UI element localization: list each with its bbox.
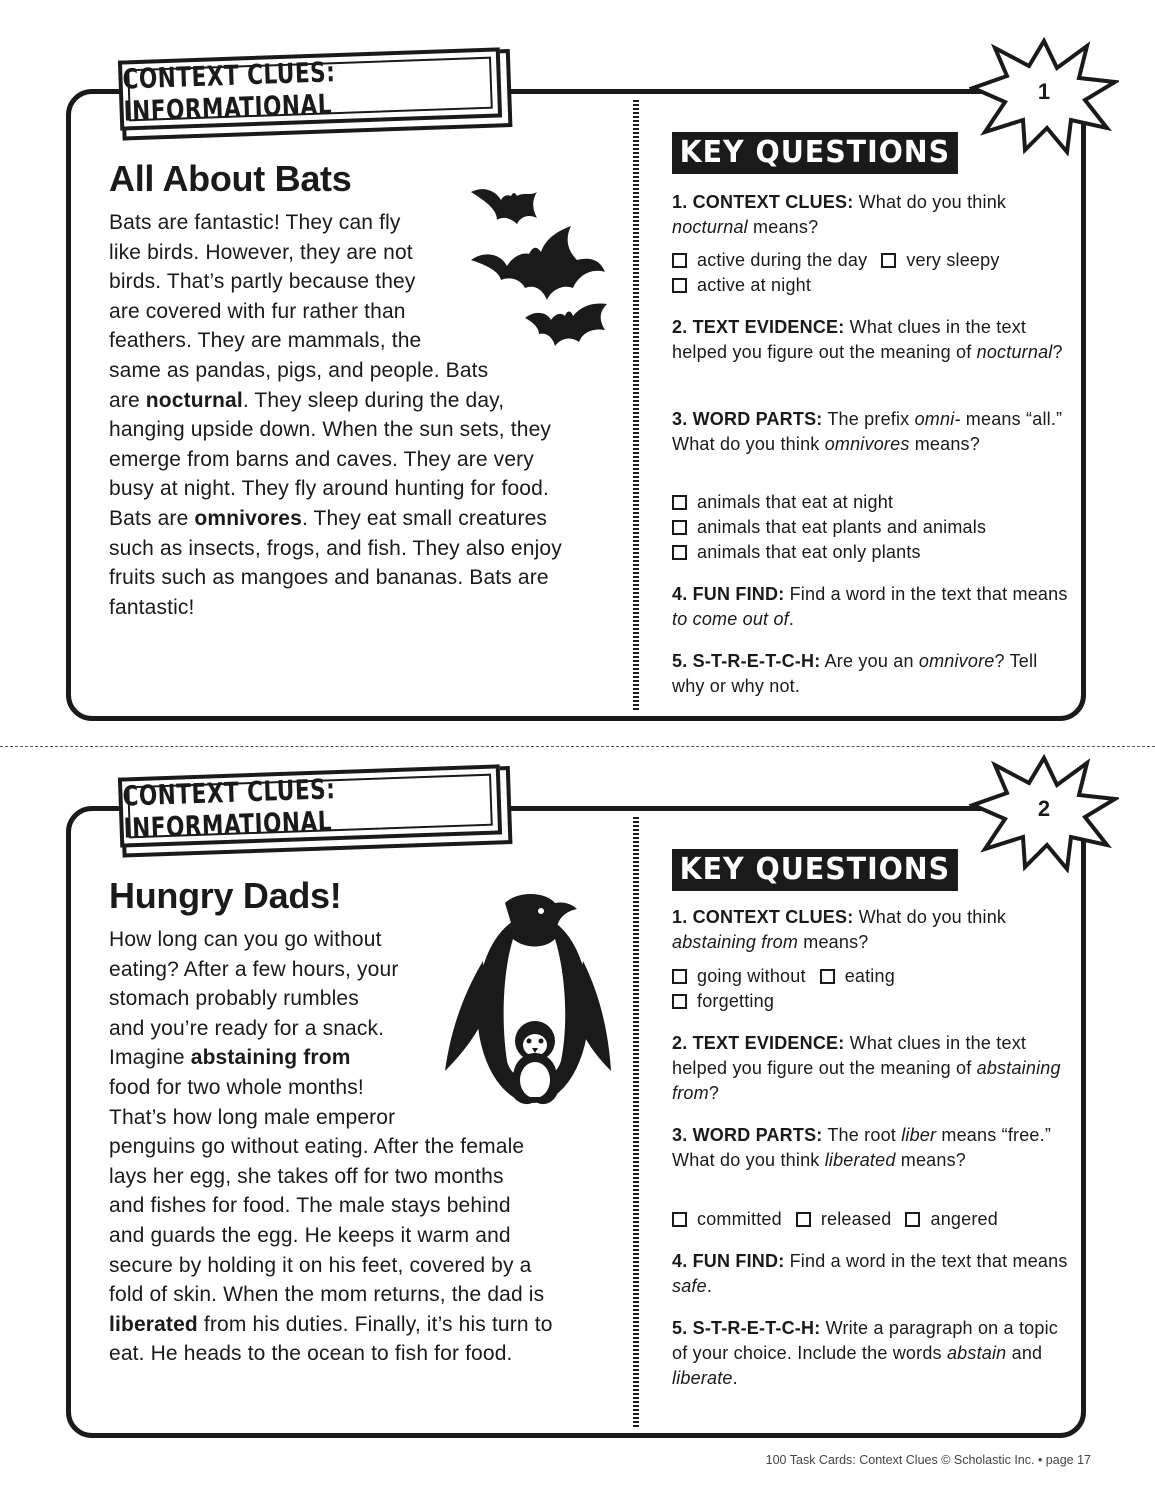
question-2: 2. TEXT EVIDENCE: What clues in the text helped you figure out the meaning of abstaining from? [672, 1033, 1061, 1103]
story-line: feathers. They are mammals, the [109, 329, 422, 353]
checkbox-icon[interactable] [672, 520, 687, 535]
story-line: secure by holding it on his feet, covered by a [109, 1253, 532, 1277]
story-line: busy at night. They fly around hunting for food. [109, 477, 549, 501]
card-header-tag [118, 47, 502, 130]
checkbox-icon[interactable] [672, 495, 687, 510]
vocab-word: abstaining from [190, 1046, 351, 1070]
story-line: Bats are fantastic! They can fly [109, 211, 401, 234]
option-checkbox[interactable]: eating [820, 964, 895, 989]
checkbox-icon[interactable] [672, 1212, 687, 1227]
card-number: 2 [1037, 796, 1051, 821]
checkbox-icon[interactable] [672, 278, 687, 293]
story-line: same as pandas, pigs, and people. Bats [109, 358, 489, 382]
story-line: emerge from barns and caves. They are very [109, 447, 534, 471]
checkbox-icon[interactable] [820, 969, 835, 984]
option-checkbox[interactable]: active at night [672, 273, 811, 298]
checkbox-icon[interactable] [796, 1212, 811, 1227]
question-1: 1. CONTEXT CLUES: What do you think abstaining from means? [672, 907, 1007, 952]
checkbox-icon[interactable] [905, 1212, 920, 1227]
story-line: eat. He heads to the ocean to fish for food. [109, 1342, 513, 1366]
story-line: How long can you go without [109, 928, 382, 951]
card-header-tag [118, 764, 502, 847]
option-checkbox[interactable]: active during the day [672, 248, 867, 273]
story-line: and fishes for food. The male stays behind [109, 1194, 511, 1218]
question-5: 5. S-T-R-E-T-C-H: Write a paragraph on a topic of your choice. Include the words abstain and liberate. [672, 1318, 1058, 1388]
task-card-1 [66, 55, 1086, 721]
question-1: 1. CONTEXT CLUES: What do you think nocturnal means? [672, 192, 1007, 237]
page-footer: 100 Task Cards: Context Clues © Scholastic Inc. • page 17 [765, 1453, 1091, 1467]
story-title: Hungry Dads! [109, 875, 342, 916]
story-line: and you’re ready for a snack. [109, 1016, 385, 1040]
q1-options-row-1 [672, 964, 895, 989]
q3-options-row [672, 1207, 998, 1232]
key-questions-heading: KEY QUESTIONS [672, 849, 958, 891]
story-line: fantastic! [109, 595, 195, 619]
story-line: are covered with fur rather than [109, 299, 406, 323]
story-line: That’s how long male emperor [109, 1105, 396, 1129]
starburst-icon [969, 753, 1119, 873]
story-line: hanging upside down. When the sun sets, they [109, 418, 552, 442]
bat-icon [467, 180, 612, 360]
dotted-divider [633, 817, 639, 1427]
story-line: birds. That’s partly because they [109, 270, 416, 294]
question-3: 3. WORD PARTS: The root liber means “free.” What do you think liberated means? [672, 1125, 1052, 1170]
penguin-icon [443, 891, 613, 1111]
story-line: stomach probably rumbles [109, 987, 359, 1011]
story-line: Imagine abstaining from [109, 1046, 351, 1070]
question-4: 4. FUN FIND: Find a word in the text that means safe. [672, 1251, 1068, 1296]
option-checkbox[interactable]: released [796, 1207, 892, 1232]
card-header-label: CONTEXT CLUES: INFORMATIONAL [121, 55, 336, 128]
checkbox-icon[interactable] [672, 545, 687, 560]
vocab-word: liberated [109, 1312, 198, 1336]
story-line: liberated from his duties. Finally, it’s his turn to [109, 1312, 553, 1336]
key-questions-heading: KEY QUESTIONS [672, 132, 958, 174]
cut-line [0, 746, 1155, 747]
story-title: All About Bats [109, 158, 352, 199]
story-line: fruits such as mangoes and bananas. Bats are [109, 566, 549, 590]
story-line: and guards the egg. He keeps it warm and [109, 1223, 511, 1247]
card-number: 1 [1037, 79, 1051, 104]
task-card-2 [66, 772, 1086, 1438]
story-line: such as insects, frogs, and fish. They also enjoy [109, 536, 562, 560]
option-checkbox[interactable]: animals that eat plants and animals [672, 515, 986, 540]
option-checkbox[interactable]: animals that eat at night [672, 490, 893, 515]
story-line: food for two whole months! [109, 1075, 364, 1099]
story-line: Bats are omnivores. They eat small creatures [109, 506, 548, 530]
story-line: penguins go without eating. After the female [109, 1135, 525, 1159]
question-2: 2. TEXT EVIDENCE: What clues in the text helped you figure out the meaning of nocturnal? [672, 317, 1063, 362]
story-line: like birds. However, they are not [109, 240, 413, 264]
question-5: 5. S-T-R-E-T-C-H: Are you an omnivore? Tell why or why not. [672, 651, 1038, 696]
option-checkbox[interactable]: animals that eat only plants [672, 540, 921, 565]
q3-option-2 [672, 515, 986, 540]
q1-options-row-2 [672, 273, 811, 298]
starburst-icon [969, 36, 1119, 156]
q1-options-row-2 [672, 989, 774, 1014]
story-line: are nocturnal. They sleep during the day, [109, 388, 505, 412]
story-line: fold of skin. When the mom returns, the dad is [109, 1283, 545, 1307]
checkbox-icon[interactable] [881, 253, 896, 268]
story-line: lays her egg, she takes off for two months [109, 1164, 504, 1188]
story-line: eating? After a few hours, your [109, 957, 399, 981]
q3-option-3 [672, 540, 921, 565]
q1-options-row-1 [672, 248, 1000, 273]
option-checkbox[interactable]: very sleepy [881, 248, 999, 273]
option-checkbox[interactable]: going without [672, 964, 806, 989]
vocab-word: omnivores [194, 506, 302, 530]
checkbox-icon[interactable] [672, 969, 687, 984]
option-checkbox[interactable]: committed [672, 1207, 782, 1232]
question-4: 4. FUN FIND: Find a word in the text that means to come out of. [672, 584, 1068, 629]
checkbox-icon[interactable] [672, 994, 687, 1009]
card-header-label: CONTEXT CLUES: INFORMATIONAL [121, 772, 336, 845]
option-checkbox[interactable]: angered [905, 1207, 997, 1232]
q3-option-1 [672, 490, 893, 515]
vocab-word: nocturnal [145, 388, 243, 412]
checkbox-icon[interactable] [672, 253, 687, 268]
question-3: 3. WORD PARTS: The prefix omni- means “all.” What do you think omnivores means? [672, 409, 1063, 454]
dotted-divider [633, 100, 639, 710]
option-checkbox[interactable]: forgetting [672, 989, 774, 1014]
